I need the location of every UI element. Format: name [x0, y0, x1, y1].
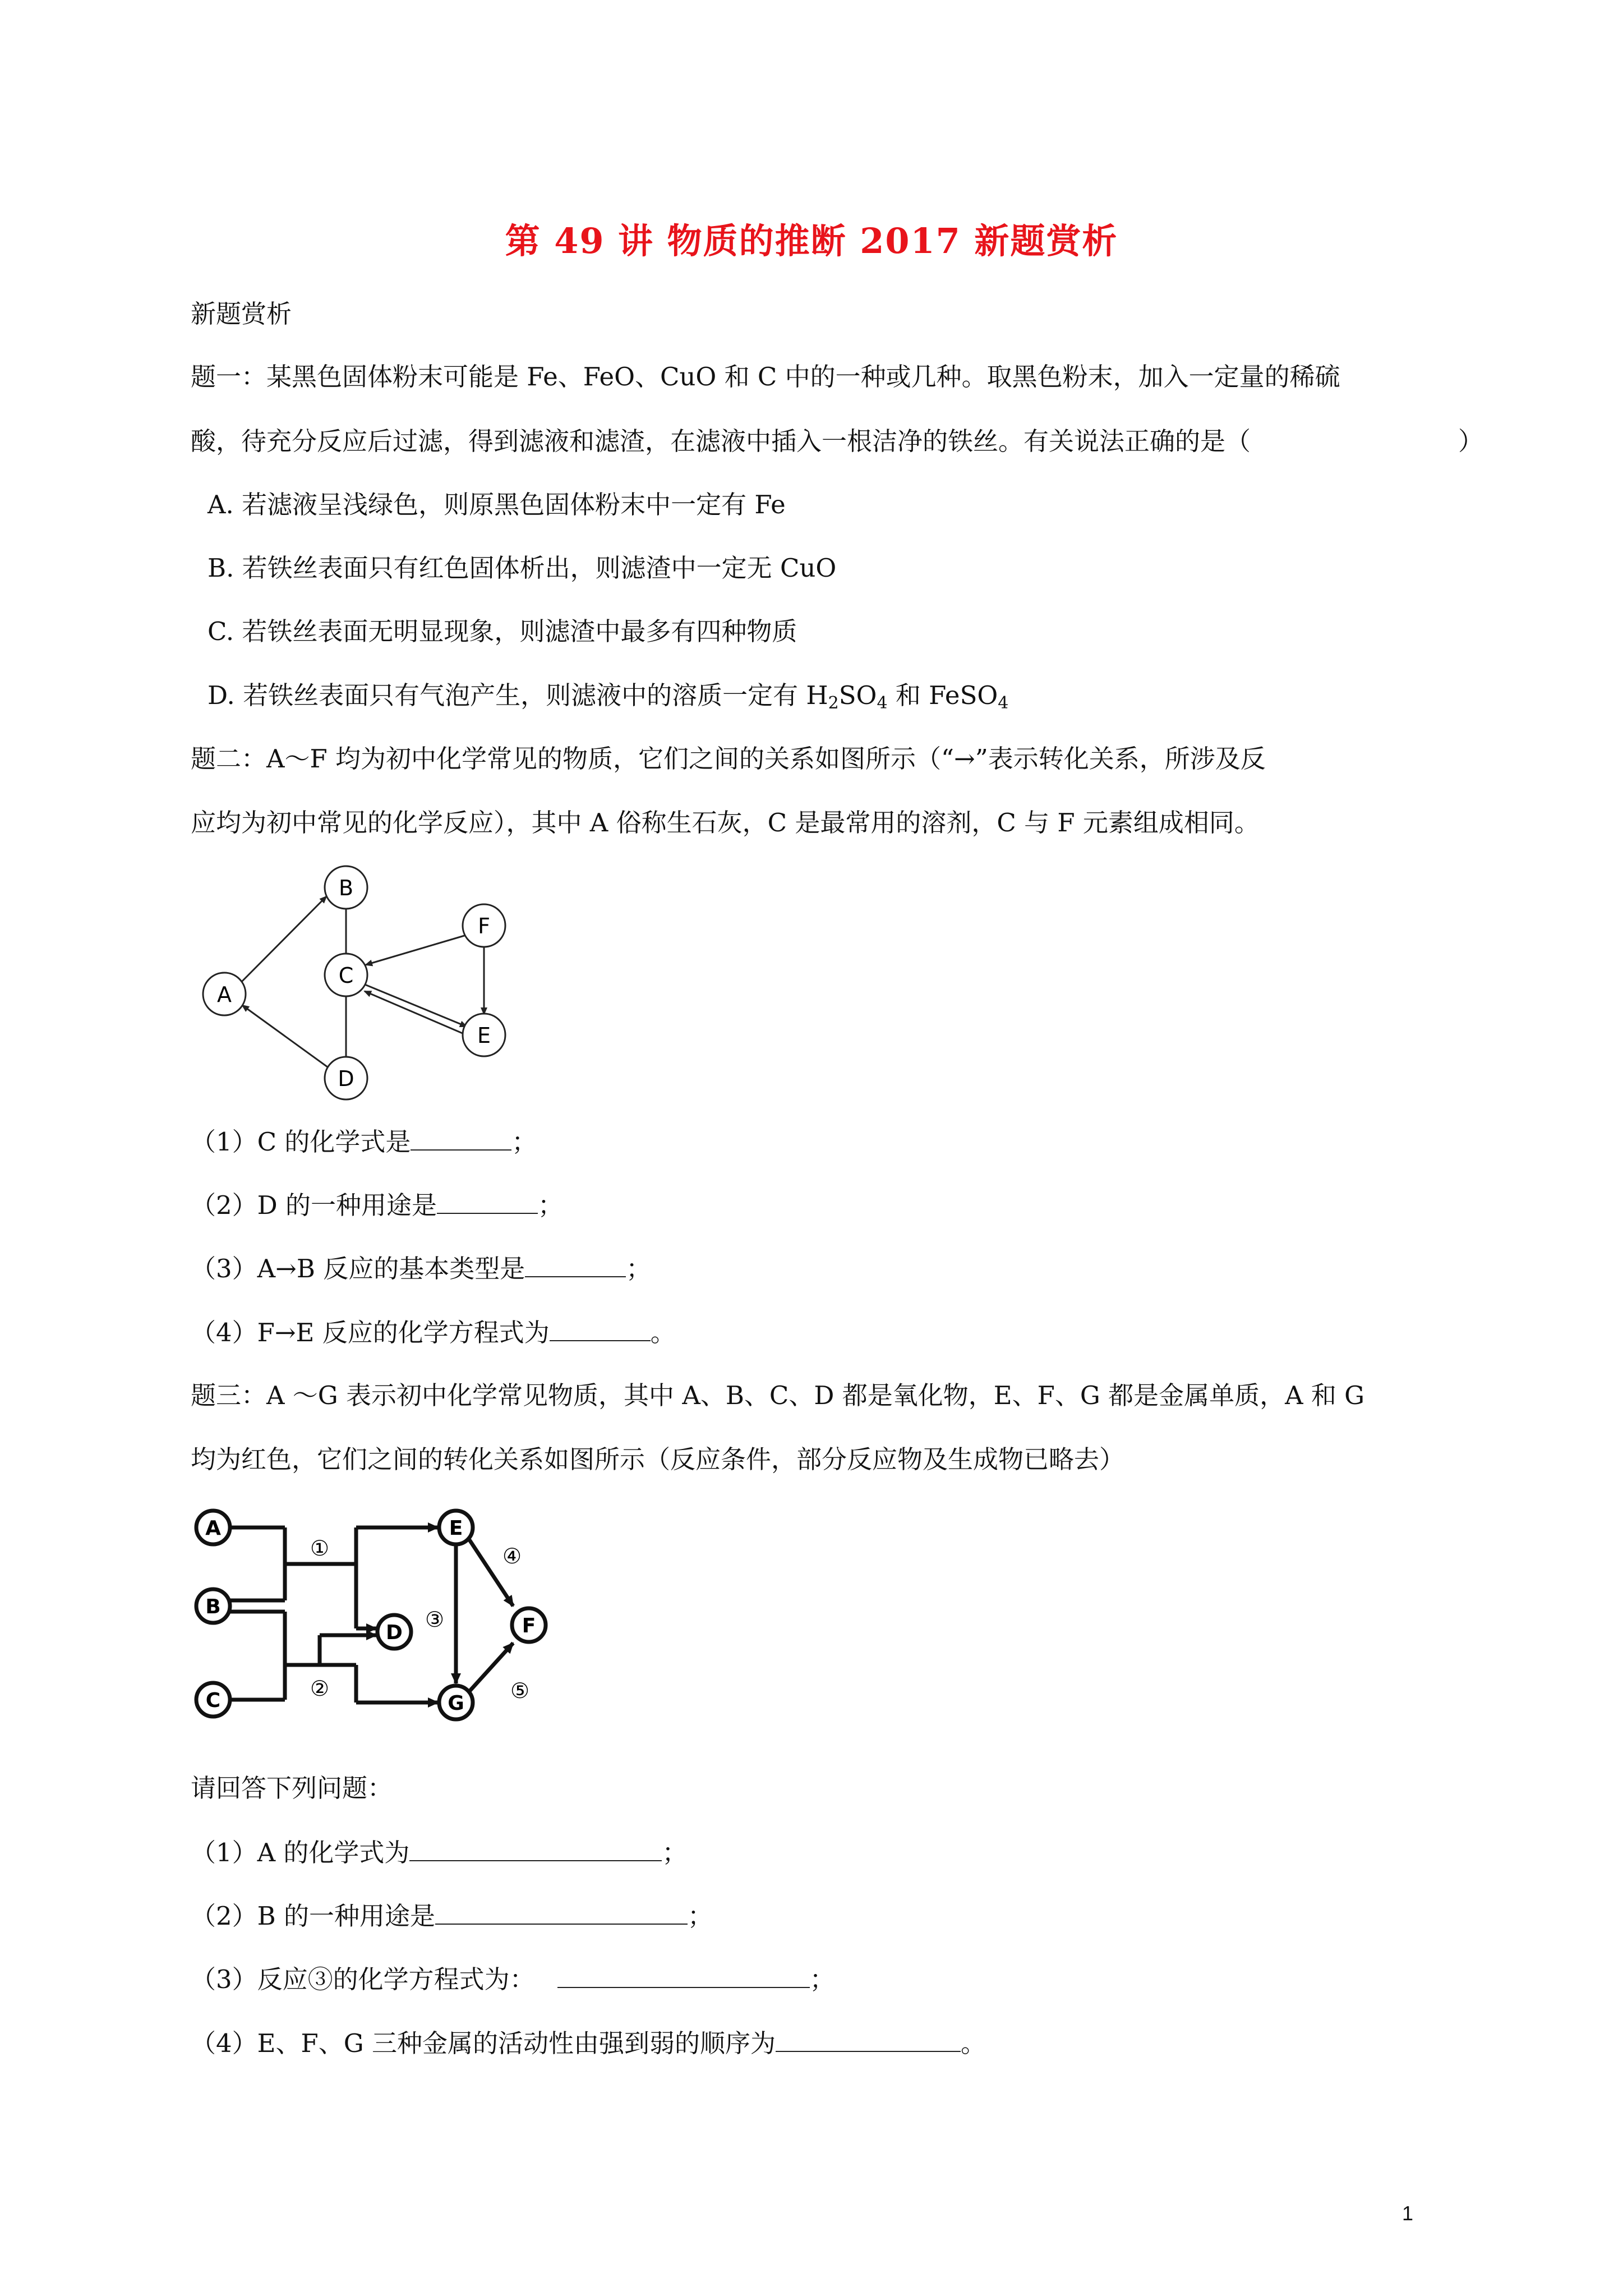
q3-reaction-label-1: ①	[310, 1536, 330, 1561]
q2-sub4-blank[interactable]	[550, 1315, 651, 1341]
q2-stem-line2: 应均为初中常见的化学反应），其中 A 俗称生石灰，C 是最常用的溶剂，C 与 F 元素组成相同。	[191, 808, 1260, 838]
q3-sub1-end: ；	[662, 1838, 688, 1867]
q2-sub2	[191, 1188, 563, 1222]
q2-node-d-label: D	[338, 1066, 354, 1091]
q3-prompt: 请回答下列问题：	[191, 1773, 393, 1803]
q1-option-d-mid2: 和 FeSO	[887, 680, 998, 710]
q3-sub1-text: （1）A 的化学式为	[191, 1838, 410, 1867]
q3-reaction-label-5: ⑤	[510, 1678, 530, 1703]
q1-option-d-sub1: 2	[828, 693, 839, 713]
q2-sub2-end: ；	[538, 1190, 564, 1220]
q1-option-d-mid1: SO	[838, 680, 877, 710]
q1-option-c: C. 若铁丝表面无明显现象，则滤渣中最多有四种物质	[208, 616, 797, 646]
q3-sub3-end: ；	[809, 1964, 835, 1994]
arrow-f-to-c	[366, 934, 470, 965]
q2-sub1	[191, 1125, 537, 1159]
q3-reaction-label-4: ④	[502, 1544, 522, 1568]
q3-diagram	[193, 1506, 564, 1731]
q2-node-c	[325, 954, 367, 996]
q3-node-c-label: C	[205, 1689, 221, 1712]
arrow-d-to-a	[242, 1005, 330, 1069]
q3-node-d	[377, 1615, 411, 1649]
q2-node-b	[325, 866, 367, 909]
q3-node-g-label: G	[448, 1692, 464, 1715]
q1-option-a: A. 若滤液呈浅绿色，则原黑色固体粉末中一定有 Fe	[208, 490, 786, 519]
q1-stem-line2	[191, 425, 1251, 458]
q2-sub2-text: （2）D 的一种用途是	[191, 1190, 437, 1220]
q2-sub4-end: 。	[650, 1318, 676, 1347]
q1-option-d	[208, 679, 1008, 720]
q1-option-d-sub2: 4	[877, 693, 888, 713]
q1-option-b: B. 若铁丝表面只有红色固体析出，则滤渣中一定无 CuO	[208, 553, 837, 583]
q2-sub4	[191, 1315, 676, 1350]
q3-node-b	[196, 1589, 230, 1623]
q3-node-d-label: D	[386, 1621, 403, 1644]
q3-sub1	[191, 1835, 687, 1870]
q3-sub3-blank[interactable]	[557, 1962, 810, 1988]
q2-sub1-end: ；	[511, 1127, 537, 1157]
q3-sub2	[191, 1899, 713, 1933]
q1-option-d-text: D. 若铁丝表面只有气泡产生，则滤液中的溶质一定有 H	[208, 680, 828, 710]
q2-stem-line1: 题二：A～F 均为初中化学常见的物质，它们之间的关系如图所示（“→”表示转化关系，所涉及反	[191, 744, 1266, 774]
q3-node-b-label: B	[205, 1595, 221, 1618]
q2-node-d	[325, 1057, 367, 1099]
q2-node-b-label: B	[338, 876, 354, 900]
q3-node-f	[512, 1608, 546, 1642]
q3-sub2-text: （2）B 的一种用途是	[191, 1901, 436, 1931]
q3-sub4-blank[interactable]	[776, 2026, 961, 2052]
q3-connectors	[226, 1527, 513, 1703]
q2-node-f	[463, 904, 505, 947]
q1-stem-line2-text: 酸，待充分反应后过滤，得到滤液和滤渣，在滤液中插入一根洁净的铁丝。有关说法正确的是（	[191, 426, 1251, 456]
q2-diagram	[185, 853, 555, 1111]
q3-stem-line2: 均为红色，它们之间的转化关系如图所示（反应条件，部分反应物及生成物已略去）	[191, 1444, 1125, 1474]
q2-sub3-end: ；	[626, 1254, 652, 1283]
q3-node-f-label: F	[522, 1614, 536, 1637]
q3-reaction-label-3: ③	[425, 1607, 445, 1632]
q3-sub3	[191, 1962, 835, 1996]
q3-node-e	[439, 1511, 473, 1544]
q2-sub1-blank[interactable]	[411, 1125, 511, 1151]
q2-sub3-blank[interactable]	[525, 1251, 626, 1277]
q2-node-e	[463, 1014, 505, 1056]
q3-node-a-label: A	[205, 1517, 221, 1540]
q3-node-a	[196, 1511, 230, 1544]
q2-sub4-text: （4）F→E 反应的化学方程式为	[191, 1318, 550, 1347]
q1-option-d-sub3: 4	[998, 693, 1009, 713]
q3-sub2-blank[interactable]	[435, 1899, 688, 1925]
arrow-c-to-e	[363, 984, 467, 1027]
q3-sub2-end: ；	[688, 1901, 713, 1931]
q3-sub4-end: 。	[960, 2028, 986, 2058]
page-number: 1	[1402, 2202, 1414, 2225]
q2-sub1-text: （1）C 的化学式是	[191, 1127, 411, 1157]
q3-node-e-label: E	[449, 1517, 463, 1540]
q3-stem-line1: 题三：A ～G 表示初中化学常见物质，其中 A、B、C、D 都是氧化物，E、F、G 都是金属单质，A 和 G	[191, 1381, 1365, 1410]
q2-node-a-label: A	[217, 982, 232, 1007]
page-title: 第 49 讲 物质的推断 2017 新题赏析	[505, 220, 1118, 261]
q3-sub3-text: （3）反应③的化学方程式为：	[191, 1964, 535, 1994]
q3-sub4-text: （4）E、F、G 三种金属的活动性由强到弱的顺序为	[191, 2028, 776, 2058]
q3-node-g	[439, 1686, 473, 1719]
q3-reaction-label-2: ②	[310, 1676, 330, 1701]
q2-sub3	[191, 1251, 651, 1286]
arrow-e-to-c	[365, 991, 464, 1034]
q2-node-c-label: C	[338, 963, 354, 988]
q2-node-a	[203, 973, 246, 1015]
arrow-a-to-b	[240, 896, 326, 983]
section-heading: 新题赏析	[191, 299, 292, 329]
q3-sub4	[191, 2026, 986, 2060]
q3-node-c	[196, 1683, 230, 1717]
arrow-5-g-to-f	[469, 1643, 513, 1691]
q2-sub3-text: （3）A→B 反应的基本类型是	[191, 1254, 525, 1283]
q1-answer-paren-close: ）	[1458, 426, 1484, 456]
q2-node-f-label: F	[478, 914, 490, 938]
q3-sub1-blank[interactable]	[409, 1835, 662, 1861]
q2-sub2-blank[interactable]	[437, 1188, 538, 1214]
q2-node-e-label: E	[477, 1023, 491, 1048]
q1-stem-line1: 题一：某黑色固体粉末可能是 Fe、FeO、CuO 和 C 中的一种或几种。取黑色粉末，加入一定量的稀硫	[191, 362, 1340, 392]
